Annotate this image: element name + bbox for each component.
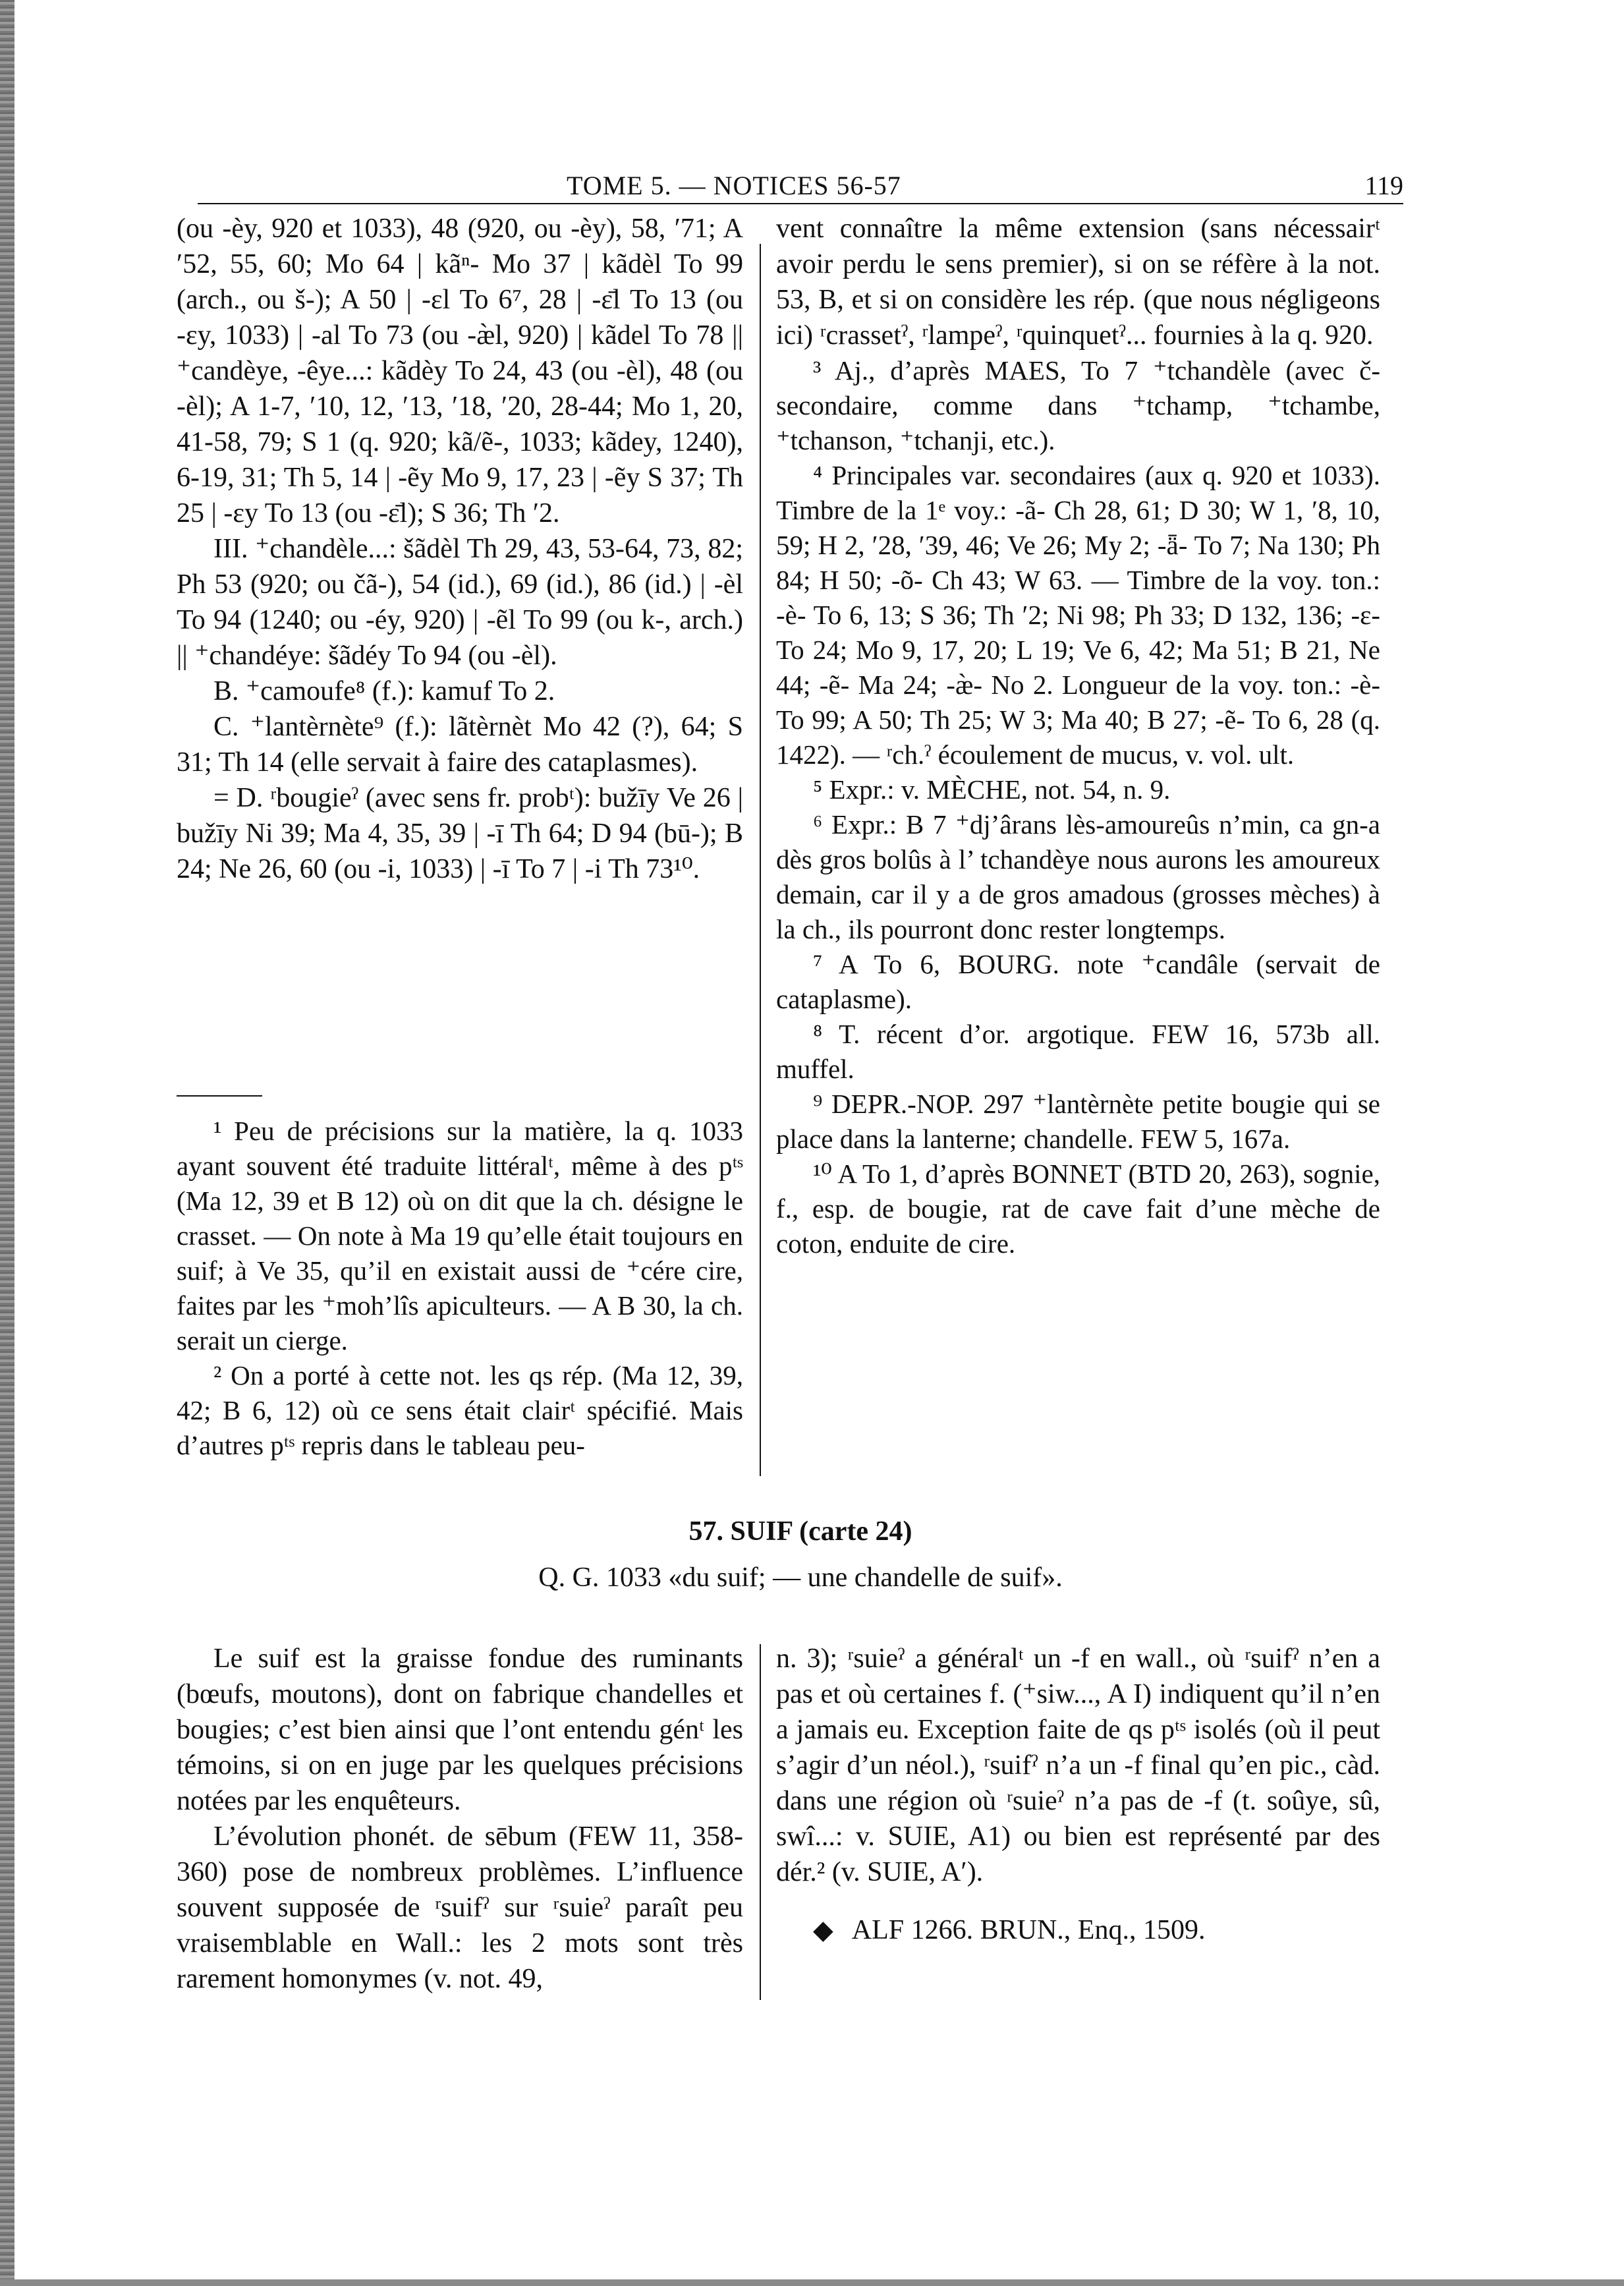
section-question: Q. G. 1033 «du suif; — une chandelle de suif». bbox=[538, 1562, 1063, 1593]
section-heading: 57. SUIF (carte 24) bbox=[688, 1516, 912, 1547]
right-column-notice-57 bbox=[776, 1641, 1380, 1948]
column-divider bbox=[760, 1644, 761, 2000]
diamond-bullet-icon: ◆ bbox=[813, 1915, 833, 1945]
paragraph: III. ⁺chandèle...: šãdèl Th 29, 43, 53-64, 73, 82; Ph 53 (920; ou čã-), 54 (id.), 69 (id.), 86 (id.) | -èl To 94 (1240; ou -éy, 920) | -ẽl To 99 (ou k-, arch.) || ⁺chandéye: šãdéy To 94 (ou -èl). bbox=[177, 534, 743, 671]
page-number: 119 bbox=[1364, 171, 1403, 200]
footnote: ⁴ Principales var. secondaires (aux q. 920 et 1033). Timbre de la 1ᵉ voy.: -ã- Ch 28, 61; D 30; W 1, ′8, 10, 59; H 2, ′28, ′39, 46; Ve 26; My 2; -ǟ- To 7; Na 130; Ph 84; H 50; -õ- Ch 43; W 63. — Timbre de la voy. ton.: -è- To 6, 13; S 36; Th ′2; Ni 98; Ph 33; D 132, 136; -ɛ- To 24; Mo 9, 17, 20; L 19; Ve 6, 42; Ma 51; B 21, Ne 44; -ẽ- Ma 24; -æ̀- No 2. Longueur de la voy. ton.: -è- To 99; A 50; Th 25; W 3; Ma 40; B 27; -ẽ- To 6, 28 (q. 1422). — ʳch.ˀ écoulement de mucus, v. vol. ult. bbox=[776, 460, 1380, 770]
scan-edge-bottom bbox=[0, 2279, 1624, 2286]
bibliography-line bbox=[776, 1912, 1380, 1948]
paragraph: = D. ʳbougieˀ (avec sens fr. probᵗ): bužīy Ve 26 | bužīy Ni 39; Ma 4, 35, 39 | -ī Th 64; D 94 (bū-); B 24; Ne 26, 60 (ou -i, 1033) | -ī To 7 | -i Th 73¹⁰. bbox=[177, 783, 743, 884]
paragraph: vent connaître la même extension (sans nécessairᵗ avoir perdu le sens premier), si on se réfère à la not. 53, B, et si on considère les rép. (que nous négligeons ici) ʳcrassetˀ, ʳlampeˀ, ʳquinquetˀ... fournies à la q. 920. bbox=[776, 214, 1380, 351]
paragraph: C. ⁺lantèrnète⁹ (f.): lãtèrnèt Mo 42 (?), 64; S 31; Th 14 (elle servait à faire des cataplasmes). bbox=[177, 712, 743, 778]
paragraph: L’évolution phonét. de sēbum (FEW 11, 358-360) pose de nombreux problèmes. L’influence souvent supposée de ʳsuifˀ sur ʳsuieˀ paraît peu vraisemblable en Wall.: les 2 mots sont très rarement homonymes (v. not. 49, bbox=[177, 1821, 743, 1994]
paragraph: (ou -èy, 920 et 1033), 48 (920, ou -èy), 58, ′71; A ′52, 55, 60; Mo 64 | kãⁿ- Mo 37 | kãdèl To 99 (arch., ou š-); A 50 | -ɛl To 6⁷, 28 | -ɛ̄l To 13 (ou -ɛy, 1033) | -al To 73 (ou -æ̀l, 920) | kãdel To 78 || ⁺candèye, -êye...: kãdèy To 24, 43 (ou -èl), 48 (ou -èl); A 1-7, ′10, 12, ′13, ′18, ′20, 28-44; Mo 1, 20, 41-58, 79; S 1 (q. 920; kã/ẽ-, 1033; kãdey, 1240), 6-19, 31; Th 5, 14 | -ẽy Mo 9, 17, 23 | -ẽy S 37; Th 25 | -ɛy To 13 (ou -ɛ̄l); S 36; Th ′2. bbox=[177, 214, 743, 529]
paragraph: Le suif est la graisse fondue des ruminants (bœufs, moutons), dont on fabrique chandelles et bougies; c’est bien ainsi que l’ont entendu génᵗ les témoins, si on en juge par les quelques précisions notées par les enquêteurs. bbox=[177, 1643, 743, 1816]
footnote: ¹⁰ A To 1, d’après BONNET (BTD 20, 263), sognie, f., esp. de bougie, rat de cave fait d’une mèche de coton, enduite de cire. bbox=[776, 1158, 1380, 1259]
running-header bbox=[198, 165, 1403, 204]
running-title: TOME 5. — NOTICES 56-57 bbox=[567, 171, 901, 200]
footnote: ⁷ A To 6, BOURG. note ⁺candâle (servait de cataplasme). bbox=[776, 949, 1380, 1014]
right-column-notes bbox=[776, 211, 1380, 1261]
footnote: ⁶ Expr.: B 7 ⁺dj’ârans lès-amoureûs n’min, ca gn-a dès gros bolûs à l’ tchandèye nous aurons les amoureux demain, car il y a de gros amadous (grosses mèches) à la ch., ils pourront donc rester longtemps. bbox=[776, 809, 1380, 944]
header-rule bbox=[198, 203, 1403, 204]
footnote: ² On a porté à cette not. les qs rép. (Ma 12, 39, 42; B 6, 12) où ce sens était clairᵗ spécifié. Mais d’autres pᵗˢ repris dans le tableau peu- bbox=[177, 1360, 743, 1460]
footnote: ⁹ DEPR.-NOP. 297 ⁺lantèrnète petite bougie qui se place dans la lanterne; chandelle. FEW 5, 167a. bbox=[776, 1089, 1380, 1154]
left-column-notice-56 bbox=[177, 211, 743, 887]
footnote: ⁸ T. récent d’or. argotique. FEW 16, 573b all. muffel. bbox=[776, 1019, 1380, 1084]
left-column-notice-57 bbox=[177, 1641, 743, 1997]
footnote: ³ Aj., d’après MAES, To 7 ⁺tchandèle (avec č- secondaire, comme dans ⁺tchamp, ⁺tchambe, ⁺tchanson, ⁺tchanji, etc.). bbox=[776, 355, 1380, 455]
paragraph: B. ⁺camoufe⁸ (f.): kamuf To 2. bbox=[213, 676, 555, 706]
footnote: ¹ Peu de précisions sur la matière, la q. 1033 ayant souvent été traduite littéralᵗ, même à des pᵗˢ (Ma 12, 39 et B 12) où on dit que la ch. désigne le crasset. — On note à Ma 19 qu’elle était toujours en suif; à Ve 35, qu’il en existait aussi de ⁺cére cire, faites par les ⁺moh’lîs apiculteurs. — A B 30, la ch. serait un cierge. bbox=[177, 1116, 743, 1356]
scan-edge-left bbox=[0, 0, 14, 2286]
paragraph: n. 3); ʳsuieˀ a généralᵗ un -f en wall., où ʳsuifˀ n’en a pas et où certaines f. (⁺siw..., A I) indiquent qu’il n’en a jamais eu. Exception faite de qs pᵗˢ isolés (où il peut s’agir d’un néol.), ʳsuifˀ n’a un -f final qu’en pic., càd. dans une région où ʳsuieˀ n’a pas de -f (t. soûye, sû, swî...: v. SUIE, A1) ou bien est représenté par des dér.² (v. SUIE, A′). bbox=[776, 1643, 1380, 1887]
bibliography-text: ALF 1266. BRUN., Enq., 1509. bbox=[851, 1915, 1206, 1945]
left-footnotes bbox=[177, 1114, 743, 1463]
footnote: ⁵ Expr.: v. MÈCHE, not. 54, n. 9. bbox=[813, 774, 1171, 805]
footnote-rule bbox=[177, 1095, 262, 1097]
column-divider bbox=[760, 244, 761, 1476]
